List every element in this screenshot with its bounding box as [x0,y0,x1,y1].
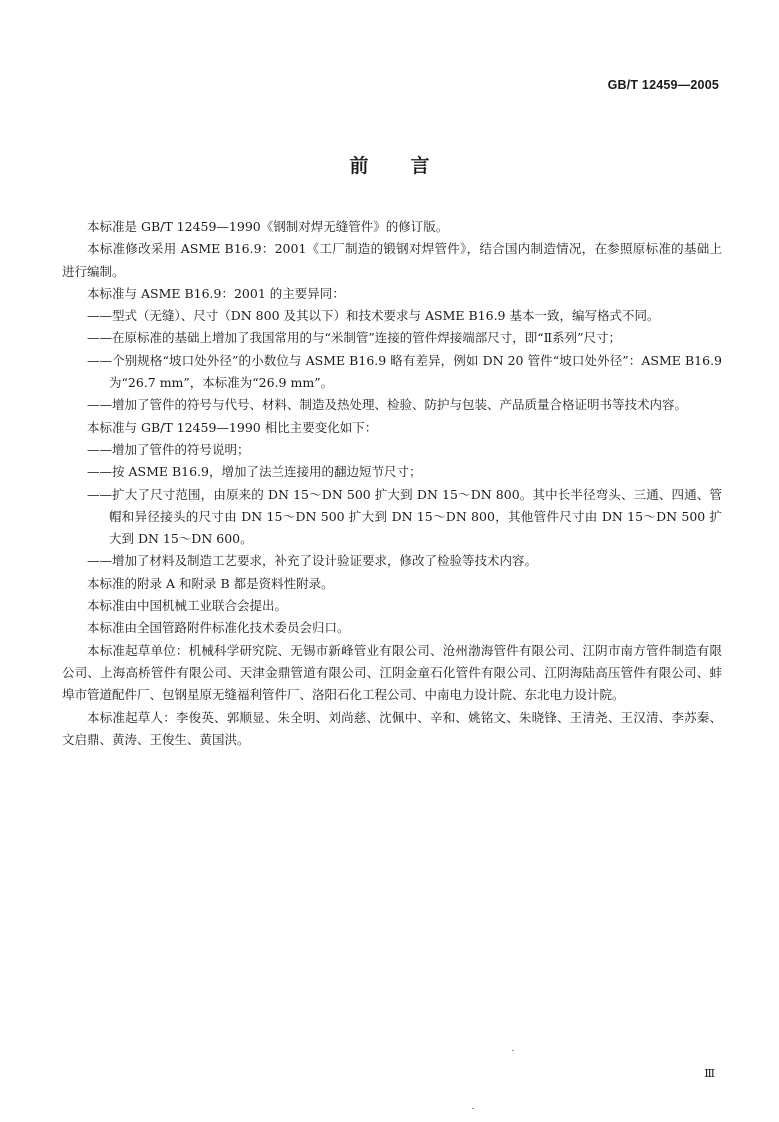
paragraph: 本标准修改采用 ASME B16.9：2001《工厂制造的锻钢对焊管件》，结合国内制造情况，在参照原标准的基础上进行编制。 [62,241,722,279]
title-char-1: 前 [349,155,369,177]
list-item: ——增加了管件的符号说明； [87,441,250,457]
paragraph: 本标准是 GB/T 12459—1990《钢制对焊无缝管件》的修订版。 [87,219,449,234]
foreword-body [62,216,722,751]
paragraph: 本标准起草单位：机械科学研究院、无锡市新峰管业有限公司、沧州渤海管件有限公司、江阴市南方管件制造有限公司、上海高桥管件有限公司、天津金鼎管道有限公司、江阴金童石化管件有限公司、江阴海陆高压管件有限公司、蚌埠市管道配件厂、包钢星原无缝福利管件厂、洛阳石化工程公司、中南电力设计院、东北电力设计院。 [62,642,722,703]
paragraph: 本标准与 ASME B16.9：2001 的主要异同： [87,285,345,301]
paragraph: 本标准由中国机械工业联合会提出。 [87,598,288,614]
paragraph: 本标准起草人：李俊英、郭顺显、朱全明、刘尚慈、沈佩中、辛和、姚铭文、朱晓锋、王清尧、王汉清、李苏秦、文启鼎、黄涛、王俊生、黄国洪。 [62,709,722,747]
list-item: ——个别规格“坡口处外径”的小数位与 ASME B16.9 略有差异，例如 DN 20 管件“坡口处外径”：ASME B16.9 为“26.7 mm”，本标准为“26.9 mm”。 [87,352,722,391]
list-item: ——型式（无缝）、尺寸（DN 800 及其以下）和技术要求与 ASME B16.9 基本一致，编写格式不同。 [87,308,660,324]
list-item: ——在原标准的基础上增加了我国常用的与“米制管”连接的管件焊接端部尺寸，即“Ⅱ系列”尺寸； [87,330,622,346]
title-char-2: 言 [410,155,430,177]
scan-speck [472,1108,474,1109]
page-title [0,151,779,178]
list-item: ——增加了管件的符号与代号、材料、制造及热处理、检验、防护与包装、产品质量合格证明书等技术内容。 [87,397,688,413]
list-item: ——按 ASME B16.9，增加了法兰连接用的翻边短节尺寸； [87,464,422,480]
list-item: ——扩大了尺寸范围，由原来的 DN 15～DN 500 扩大到 DN 15～DN 800。其中长半径弯头、三通、四通、管帽和异径接头的尺寸由 DN 15～DN 500 扩大到 DN 15～DN 800，其他管件尺寸由 DN 15～DN 500 扩大到 DN 15～DN 600。 [87,486,722,547]
paragraph: 本标准由全国管路附件标准化技术委员会归口。 [87,620,350,636]
list-item: ——增加了材料及制造工艺要求，补充了设计验证要求，修改了检验等技术内容。 [87,553,538,569]
scan-speck [512,1050,514,1051]
paragraph: 本标准的附录 A 和附录 B 都是资料性附录。 [87,575,334,591]
paragraph: 本标准与 GB/T 12459—1990 相比主要变化如下： [87,419,378,435]
standard-number: GB/T 12459—2005 [607,78,719,92]
page-number: Ⅲ [704,1067,715,1080]
